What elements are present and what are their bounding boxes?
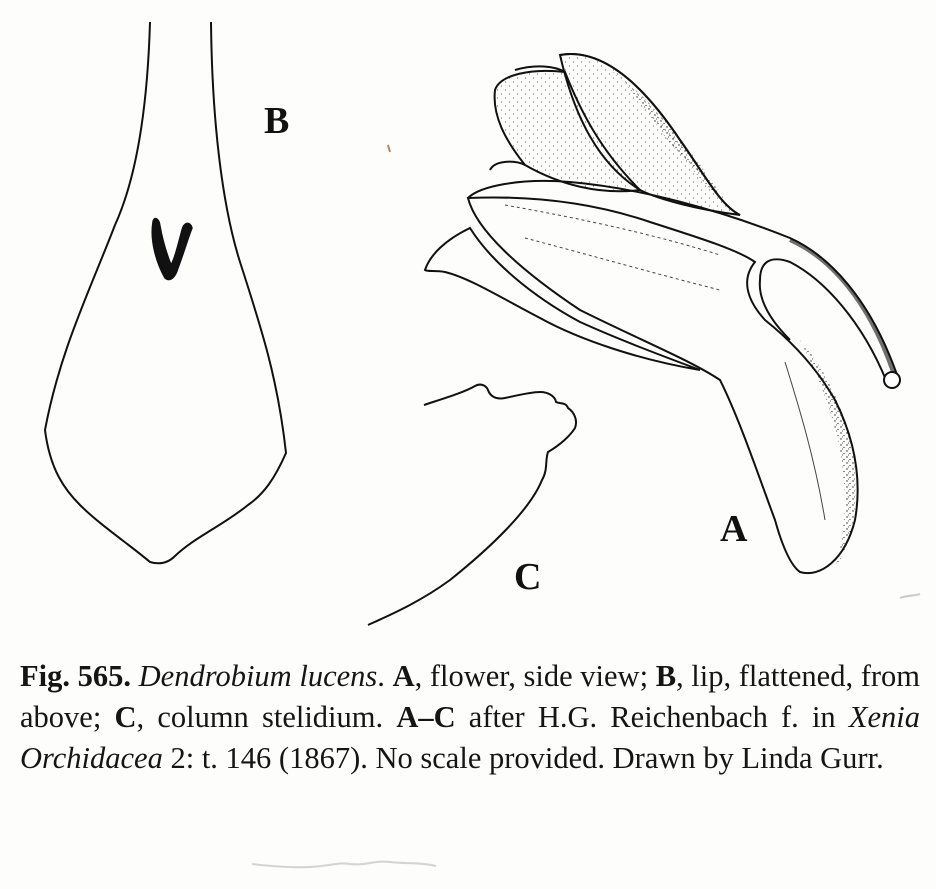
caption-range-label: A–C bbox=[396, 700, 456, 734]
label-a: A bbox=[720, 508, 748, 550]
caption-part-c-text: , column stelidium. bbox=[136, 700, 397, 734]
stelidium-drawing-c bbox=[368, 385, 576, 625]
caption-fig-number: Fig. 565. bbox=[20, 659, 131, 693]
caption-part-a-label: A bbox=[392, 659, 415, 693]
caption-after-text: after H.G. Reichenbach f. in bbox=[455, 700, 849, 734]
caption-part-b-text: , lip, flattened, from above; bbox=[20, 659, 921, 734]
label-c: C bbox=[514, 556, 542, 598]
caption-after-species: . bbox=[377, 659, 393, 693]
lip-drawing-b bbox=[45, 22, 286, 563]
page-smudge bbox=[250, 850, 440, 880]
label-b: B bbox=[264, 100, 290, 142]
lip-callus bbox=[152, 219, 192, 280]
caption-species: Dendrobium lucens bbox=[138, 659, 378, 693]
caption-publication: Xenia Orchidacea bbox=[20, 700, 920, 775]
caption-citation-text: 2: t. 146 (1867). No scale provided. Drawn by Linda Gurr. bbox=[162, 741, 884, 775]
figure-caption bbox=[20, 656, 920, 779]
caption-part-c-label: C bbox=[114, 700, 137, 734]
caption-part-a-text: , flower, side view; bbox=[414, 659, 656, 693]
flower-drawing-a bbox=[425, 54, 900, 573]
caption-part-b-label: B bbox=[655, 659, 677, 693]
